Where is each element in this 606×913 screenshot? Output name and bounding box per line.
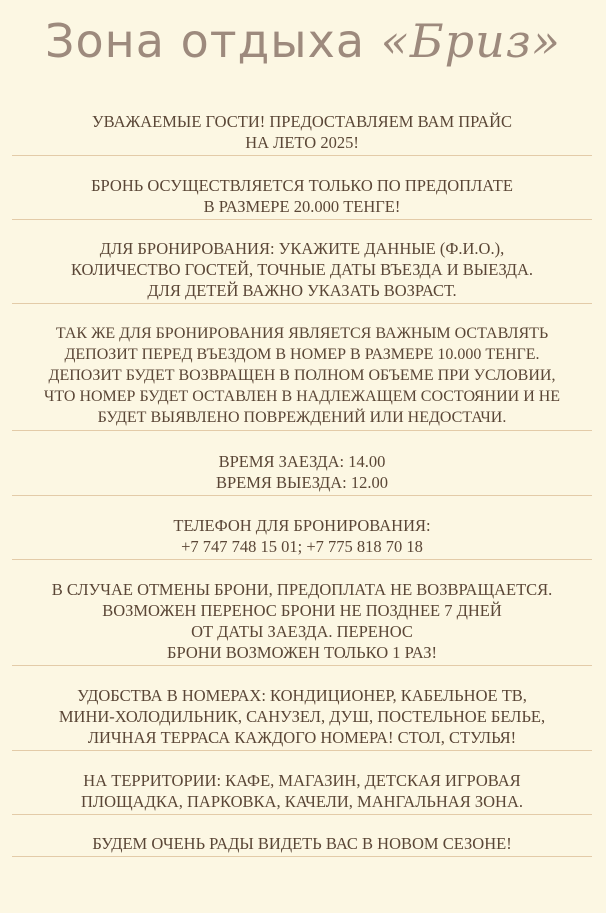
phone-numbers: +7 747 748 15 01; +7 775 818 70 18 bbox=[181, 537, 423, 556]
text-line: ДЛЯ БРОНИРОВАНИЯ: УКАЖИТЕ ДАННЫЕ (Ф.И.О.), bbox=[99, 239, 505, 258]
text-line: ЛИЧНАЯ ТЕРРАСА КАЖДОГО НОМЕРА! СТОЛ, СТУЛЬЯ! bbox=[87, 728, 517, 747]
text-line: В РАЗМЕРЕ 20.000 ТЕНГЕ! bbox=[203, 197, 401, 216]
text-line: БРОНИ ВОЗМОЖЕН ТОЛЬКО 1 РАЗ! bbox=[167, 643, 437, 662]
text-line: УВАЖАЕМЫЕ ГОСТИ! ПРЕДОСТАВЛЯЕМ ВАМ ПРАЙС bbox=[91, 112, 513, 131]
text-line: ОТ ДАТЫ ЗАЕЗДА. ПЕРЕНОС bbox=[191, 622, 413, 641]
text-line: НА ТЕРРИТОРИИ: КАФЕ, МАГАЗИН, ДЕТСКАЯ ИГРОВАЯ bbox=[83, 771, 521, 790]
prepayment-section bbox=[12, 175, 592, 220]
text-line: ПЛОЩАДКА, ПАРКОВКА, КАЧЕЛИ, МАНГАЛЬНАЯ ЗОНА. bbox=[81, 792, 523, 811]
page-title bbox=[0, 10, 606, 72]
closing-section bbox=[12, 833, 592, 857]
greeting-section bbox=[12, 111, 592, 156]
text-line: НА ЛЕТО 2025! bbox=[245, 133, 359, 152]
deposit-section bbox=[12, 323, 592, 431]
text-line: ДЕПОЗИТ БУДЕТ ВОЗВРАЩЕН В ПОЛНОМ ОБЪЕМЕ ПРИ УСЛОВИИ, bbox=[48, 367, 556, 384]
check-out-time: ВРЕМЯ ВЫЕЗДА: 12.00 bbox=[215, 473, 388, 492]
title-prefix: Зона отдыха bbox=[45, 14, 381, 68]
room-amenities-section bbox=[12, 685, 592, 751]
text-line: КОЛИЧЕСТВО ГОСТЕЙ, ТОЧНЫЕ ДАТЫ ВЪЕЗДА И ВЫЕЗДА. bbox=[70, 260, 534, 279]
text-line: БУДЕТ ВЫЯВЛЕНО ПОВРЕЖДЕНИЙ ИЛИ НЕДОСТАЧИ. bbox=[97, 409, 507, 426]
phone-label: ТЕЛЕФОН ДЛЯ БРОНИРОВАНИЯ: bbox=[173, 516, 431, 535]
check-in-time: ВРЕМЯ ЗАЕЗДА: 14.00 bbox=[218, 452, 386, 471]
text-line: БРОНЬ ОСУЩЕСТВЛЯЕТСЯ ТОЛЬКО ПО ПРЕДОПЛАТЕ bbox=[91, 176, 513, 195]
text-line: В СЛУЧАЕ ОТМЕНЫ БРОНИ, ПРЕДОПЛАТА НЕ ВОЗВРАЩАЕТСЯ. bbox=[51, 580, 553, 599]
booking-data-section bbox=[12, 238, 592, 304]
text-line: ЧТО НОМЕР БУДЕТ ОСТАВЛЕН В НАДЛЕЖАЩЕМ СОСТОЯНИИ И НЕ bbox=[43, 388, 561, 405]
text-line: ВОЗМОЖЕН ПЕРЕНОС БРОНИ НЕ ПОЗДНЕЕ 7 ДНЕЙ bbox=[102, 601, 502, 620]
text-line: БУДЕМ ОЧЕНЬ РАДЫ ВИДЕТЬ ВАС В НОВОМ СЕЗОНЕ! bbox=[92, 834, 512, 853]
cancellation-section bbox=[12, 579, 592, 666]
text-line: ДЛЯ ДЕТЕЙ ВАЖНО УКАЗАТЬ ВОЗРАСТ. bbox=[147, 281, 457, 300]
text-line: ДЕПОЗИТ ПЕРЕД ВЪЕЗДОМ В НОМЕР В РАЗМЕРЕ 10.000 ТЕНГЕ. bbox=[64, 346, 540, 363]
text-line: МИНИ-ХОЛОДИЛЬНИК, САНУЗЕЛ, ДУШ, ПОСТЕЛЬНОЕ БЕЛЬЕ, bbox=[58, 707, 546, 726]
title-brand: «Бриз» bbox=[380, 14, 561, 68]
territory-section bbox=[12, 770, 592, 815]
phone-section bbox=[12, 515, 592, 560]
check-in-out-section bbox=[12, 451, 592, 496]
text-line: УДОБСТВА В НОМЕРАХ: КОНДИЦИОНЕР, КАБЕЛЬНОЕ ТВ, bbox=[77, 686, 527, 705]
text-line: ТАК ЖЕ ДЛЯ БРОНИРОВАНИЯ ЯВЛЯЕТСЯ ВАЖНЫМ ОСТАВЛЯТЬ bbox=[55, 325, 549, 342]
